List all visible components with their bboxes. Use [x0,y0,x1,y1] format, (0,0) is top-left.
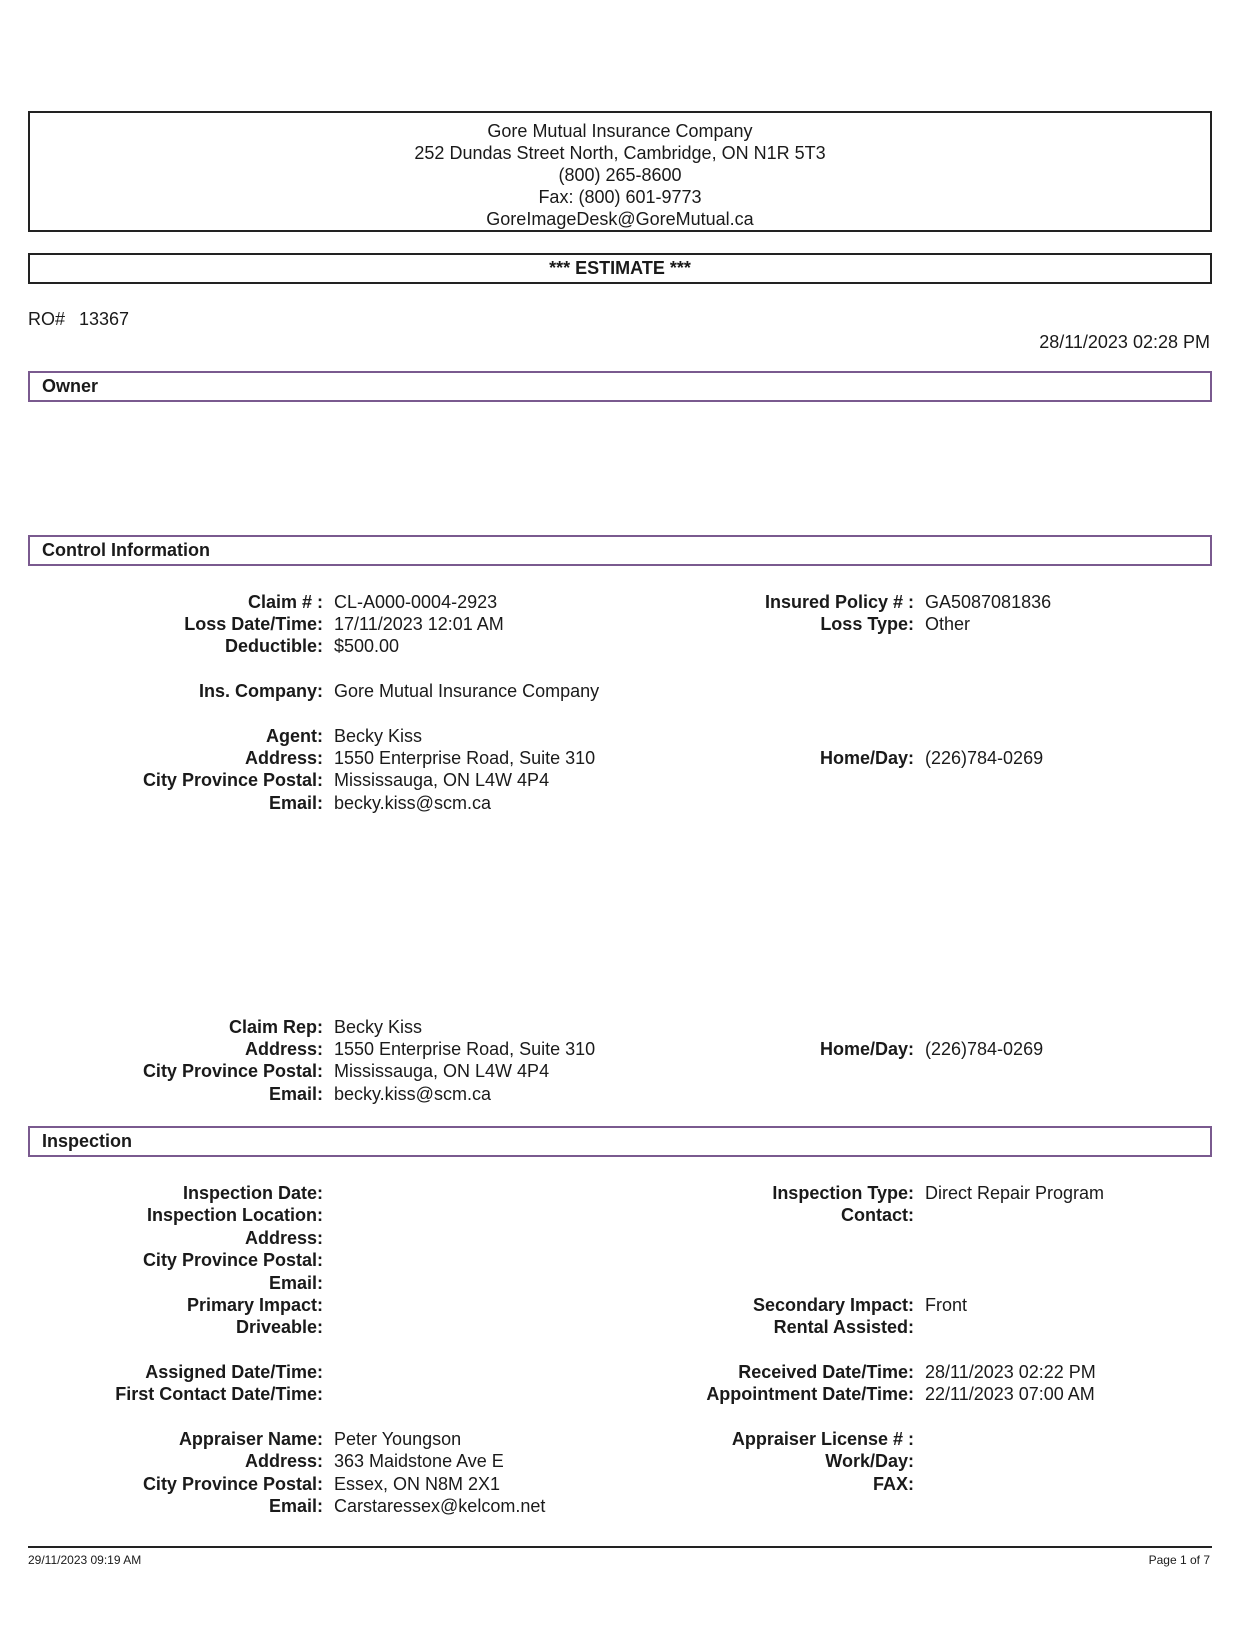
appraiser-work-day-label: Work/Day: [825,1451,914,1471]
claim-rep-address-label: Address: [244,1039,323,1059]
agent-email-row [0,792,1240,814]
received-datetime-value: 28/11/2023 02:22 PM [925,1362,1096,1382]
appointment-datetime-label: Appointment Date/Time: [706,1384,914,1404]
appraiser-city-value: Essex, ON N8M 2X1 [334,1474,501,1494]
claim-rep-name-label: Claim Rep: [228,1017,323,1037]
inspection-type-row [0,1182,1240,1204]
agent-home-day-value: (226)784-0269 [925,748,1044,768]
ro-number [28,309,129,330]
appraiser-fax-label: FAX: [872,1474,914,1494]
agent-email-value: becky.kiss@scm.ca [334,793,491,813]
driveable-label: Driveable: [235,1317,323,1337]
agent-address-value: 1550 Enterprise Road, Suite 310 [334,748,596,768]
company-header [28,111,1212,232]
agent-name-value: Becky Kiss [334,726,423,746]
document-type: *** ESTIMATE *** [28,253,1212,284]
footer-divider [28,1546,1212,1548]
inspection-address-label: Address: [244,1228,323,1248]
company-email: GoreImageDesk@GoreMutual.ca [486,209,754,229]
insured-policy-value: GA5087081836 [925,592,1052,612]
inspection-type-label: Inspection Type: [772,1183,914,1203]
claim-rep-city-label: City Province Postal: [142,1061,323,1081]
ro-value: 13367 [79,309,130,329]
inspection-address-row [0,1227,1240,1249]
claim-rep-home-day-row [0,1038,1240,1060]
first-contact-datetime-label: First Contact Date/Time: [115,1384,323,1404]
inspection-city-label: City Province Postal: [142,1250,323,1270]
appointment-datetime-value: 22/11/2023 07:00 AM [925,1384,1095,1404]
claim-number-value: CL-A000-0004-2923 [334,592,498,612]
loss-type-label: Loss Type: [820,614,914,634]
appraiser-license-row [0,1428,1240,1450]
footer-page-number: Page 1 of 7 [1148,1553,1210,1567]
loss-type-row [0,613,1240,635]
claim-rep-email-row [0,1083,1240,1105]
section-inspection: Inspection [28,1126,1212,1157]
appraiser-email-value: Carstaressex@kelcom.net [334,1496,546,1516]
appointment-datetime-row [0,1383,1240,1405]
appraiser-city-label: City Province Postal: [142,1474,323,1494]
inspection-email-row [0,1272,1240,1294]
claim-rep-name-value: Becky Kiss [334,1017,423,1037]
company-address: 252 Dundas Street North, Cambridge, ON N1R 5T3 [414,143,826,163]
ins-company-value: Gore Mutual Insurance Company [334,681,600,701]
rental-assisted-row [0,1316,1240,1338]
loss-type-value: Other [925,614,971,634]
agent-name-label: Agent: [266,726,323,746]
agent-city-value: Mississauga, ON L4W 4P4 [334,770,550,790]
company-fax: Fax: (800) 601-9773 [538,187,702,207]
estimate-datetime: 28/11/2023 02:28 PM [1039,332,1210,352]
company-name: Gore Mutual Insurance Company [487,121,753,141]
claim-rep-email-label: Email: [268,1084,323,1104]
claim-rep-city-row [0,1060,1240,1082]
appraiser-name-label: Appraiser Name: [178,1429,323,1449]
section-owner: Owner [28,371,1212,402]
insured-policy-label: Insured Policy # : [764,592,914,612]
appraiser-address-value: 363 Maidstone Ave E [334,1451,504,1471]
inspection-contact-label: Contact: [841,1205,914,1225]
secondary-impact-label: Secondary Impact: [752,1295,914,1315]
agent-address-label: Address: [244,748,323,768]
ro-label: RO# [28,309,66,329]
claim-rep-address-value: 1550 Enterprise Road, Suite 310 [334,1039,596,1059]
deductible-label: Deductible: [224,636,323,656]
secondary-impact-value: Front [925,1295,968,1315]
appraiser-work-day-row [0,1450,1240,1472]
appraiser-fax-row [0,1473,1240,1495]
appraiser-license-label: Appraiser License # : [731,1429,914,1449]
claim-rep-home-day-label: Home/Day: [819,1039,914,1059]
appraiser-name-value: Peter Youngson [334,1429,462,1449]
claim-rep-email-value: becky.kiss@scm.ca [334,1084,491,1104]
company-phone: (800) 265-8600 [558,165,682,185]
agent-home-day-row [0,747,1240,769]
agent-email-label: Email: [268,793,323,813]
agent-home-day-label: Home/Day: [819,748,914,768]
claim-rep-city-value: Mississauga, ON L4W 4P4 [334,1061,550,1081]
agent-city-row [0,769,1240,791]
inspection-contact-row [0,1204,1240,1226]
received-datetime-row [0,1361,1240,1383]
footer-printed-datetime: 29/11/2023 09:19 AM [28,1553,142,1567]
appraiser-email-row [0,1495,1240,1517]
inspection-type-value: Direct Repair Program [925,1183,1105,1203]
inspection-email-label: Email: [268,1273,323,1293]
received-datetime-label: Received Date/Time: [738,1362,914,1382]
claim-rep-home-day-value: (226)784-0269 [925,1039,1044,1059]
claim-rep-name-row [0,1016,1240,1038]
appraiser-email-label: Email: [268,1496,323,1516]
rental-assisted-label: Rental Assisted: [773,1317,914,1337]
agent-city-label: City Province Postal: [142,770,323,790]
inspection-city-row [0,1249,1240,1271]
primary-impact-label: Primary Impact: [186,1295,323,1315]
ins-company-row [0,680,1240,702]
deductible-row [0,635,1240,657]
loss-datetime-value: 17/11/2023 12:01 AM [334,614,504,634]
appraiser-address-label: Address: [244,1451,323,1471]
claim-number-label: Claim # : [247,592,323,612]
inspection-location-label: Inspection Location: [146,1205,323,1225]
section-control-information: Control Information [28,535,1212,566]
inspection-date-label: Inspection Date: [182,1183,323,1203]
secondary-impact-row [0,1294,1240,1316]
deductible-value: $500.00 [334,636,400,656]
ins-company-label: Ins. Company: [198,681,323,701]
agent-name-row [0,725,1240,747]
insured-policy-row [0,591,1240,613]
loss-datetime-label: Loss Date/Time: [184,614,323,634]
assigned-datetime-label: Assigned Date/Time: [145,1362,323,1382]
